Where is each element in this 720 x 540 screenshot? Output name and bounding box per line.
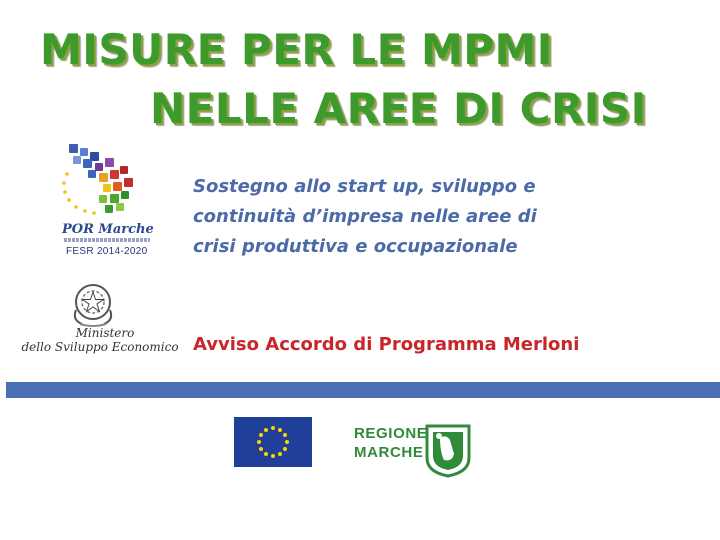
subtitle: Sostegno allo start up, sviluppo e continuità d’impresa nelle aree di crisi produttiva e occupazionale xyxy=(193,176,537,257)
regione-marche-label xyxy=(354,424,427,462)
page-title-line2: NELLE AREE DI CRISI xyxy=(150,84,647,133)
ministero-line2: dello Sviluppo Economico xyxy=(21,340,179,354)
page-title-line1: MISURE PER LE MPMI xyxy=(40,25,553,74)
por-marche-logo xyxy=(55,140,155,260)
regione-line2: MARCHE xyxy=(354,444,424,461)
ministero-line1: Ministero xyxy=(75,326,135,340)
regione-marche-shield-icon xyxy=(424,422,472,478)
eu-flag-icon xyxy=(234,417,312,467)
eu-stars-arc-icon xyxy=(62,172,96,215)
avviso-heading: Avviso Accordo di Programma Merloni xyxy=(193,334,580,355)
italian-republic-emblem-icon xyxy=(68,280,118,328)
ministero-logo-text xyxy=(20,326,180,354)
por-fesr-label: FESR 2014-2020 xyxy=(66,246,148,257)
section-divider xyxy=(6,382,720,398)
por-marche-label: POR Marche xyxy=(62,222,154,237)
por-mosaic-icon xyxy=(69,144,133,213)
por-tiny-caption xyxy=(64,238,150,242)
regione-line1: REGIONE xyxy=(354,425,428,442)
